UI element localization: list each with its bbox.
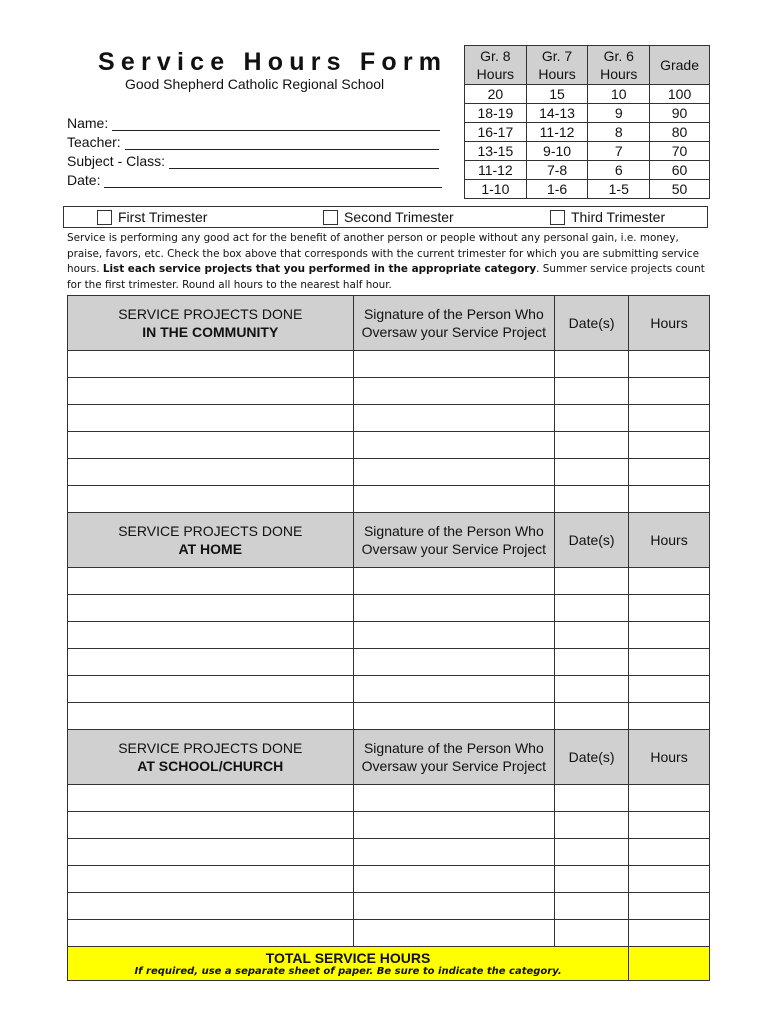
teacher-label: Teacher:: [67, 134, 121, 150]
signature-cell[interactable]: [353, 703, 555, 730]
project-cell[interactable]: [68, 703, 354, 730]
grade-cell: 1-5: [588, 180, 650, 199]
project-cell[interactable]: [68, 622, 354, 649]
grade-header-cell: Grade: [650, 46, 710, 85]
section-header-community: [68, 296, 710, 351]
signature-cell[interactable]: [353, 405, 555, 432]
total-row: [68, 947, 710, 981]
hours-cell[interactable]: [629, 785, 710, 812]
dates-cell[interactable]: [555, 893, 629, 920]
grade-table-row: [465, 123, 710, 142]
dates-cell[interactable]: [555, 351, 629, 378]
total-hours-cell[interactable]: [629, 947, 710, 981]
dates-cell[interactable]: [555, 703, 629, 730]
grade-cell: 8: [588, 123, 650, 142]
grade-cell: 18-19: [465, 104, 527, 123]
dates-header: Date(s): [555, 513, 629, 568]
grade-cell: 11-12: [465, 161, 527, 180]
signature-cell[interactable]: [353, 595, 555, 622]
signature-cell[interactable]: [353, 866, 555, 893]
grade-cell: 9: [588, 104, 650, 123]
project-cell[interactable]: [68, 459, 354, 486]
dates-cell[interactable]: [555, 459, 629, 486]
grade-cell: 70: [650, 142, 710, 161]
grade-cell: 14-13: [526, 104, 588, 123]
table-row: [68, 866, 710, 893]
dates-header: Date(s): [555, 730, 629, 785]
signature-header: Signature of the Person Who Oversaw your Service Project: [353, 513, 555, 568]
project-cell[interactable]: [68, 893, 354, 920]
hours-cell[interactable]: [629, 378, 710, 405]
signature-cell[interactable]: [353, 432, 555, 459]
hours-cell[interactable]: [629, 405, 710, 432]
table-row: [68, 432, 710, 459]
signature-cell[interactable]: [353, 812, 555, 839]
section-title-line1: SERVICE PROJECTS DONE: [118, 306, 303, 322]
table-row: [68, 785, 710, 812]
table-row: [68, 459, 710, 486]
date-field[interactable]: [67, 170, 442, 188]
hours-cell[interactable]: [629, 568, 710, 595]
hours-cell[interactable]: [629, 839, 710, 866]
section-title: [68, 296, 354, 351]
dates-cell[interactable]: [555, 785, 629, 812]
grade-cell: 7: [588, 142, 650, 161]
section-title: [68, 730, 354, 785]
signature-cell[interactable]: [353, 920, 555, 947]
table-row: [68, 676, 710, 703]
section-title-line2: AT HOME: [178, 541, 243, 557]
grade-header-cell: Gr. 8 Hours: [465, 46, 527, 85]
signature-cell[interactable]: [353, 649, 555, 676]
signature-cell[interactable]: [353, 893, 555, 920]
hours-cell[interactable]: [629, 351, 710, 378]
grade-table-row: [465, 142, 710, 161]
section-title-line2: AT SCHOOL/CHURCH: [137, 758, 284, 774]
signature-cell[interactable]: [353, 351, 555, 378]
section-title-line1: SERVICE PROJECTS DONE: [118, 740, 303, 756]
subject-class-label: Subject - Class:: [67, 153, 166, 169]
project-cell[interactable]: [68, 351, 354, 378]
name-label: Name:: [67, 115, 109, 131]
hours-cell[interactable]: [629, 649, 710, 676]
signature-cell[interactable]: [353, 676, 555, 703]
grade-table: [464, 45, 710, 199]
instructions: [67, 231, 717, 293]
hours-cell[interactable]: [629, 432, 710, 459]
second-trimester-option[interactable]: [323, 209, 454, 225]
grade-cell: 16-17: [465, 123, 527, 142]
project-cell[interactable]: [68, 486, 354, 513]
first-trimester-checkbox[interactable]: [97, 210, 112, 225]
dates-cell[interactable]: [555, 405, 629, 432]
grade-cell: 1-6: [526, 180, 588, 199]
project-cell[interactable]: [68, 432, 354, 459]
grade-cell: 100: [650, 85, 710, 104]
table-row: [68, 595, 710, 622]
table-row: [68, 568, 710, 595]
second-trimester-checkbox[interactable]: [323, 210, 338, 225]
subject-class-line[interactable]: [169, 154, 439, 169]
grade-header-cell: Gr. 7 Hours: [526, 46, 588, 85]
grade-cell: 11-12: [526, 123, 588, 142]
table-row: [68, 622, 710, 649]
table-row: [68, 812, 710, 839]
date-line[interactable]: [104, 173, 442, 188]
dates-cell[interactable]: [555, 920, 629, 947]
dates-cell[interactable]: [555, 812, 629, 839]
hours-header: Hours: [629, 296, 710, 351]
dates-cell[interactable]: [555, 486, 629, 513]
signature-header: Signature of the Person Who Oversaw your Service Project: [353, 730, 555, 785]
hours-cell[interactable]: [629, 595, 710, 622]
grade-cell: 6: [588, 161, 650, 180]
table-row: [68, 405, 710, 432]
grade-cell: 9-10: [526, 142, 588, 161]
dates-cell[interactable]: [555, 568, 629, 595]
dates-cell[interactable]: [555, 676, 629, 703]
hours-cell[interactable]: [629, 703, 710, 730]
teacher-field[interactable]: [67, 132, 439, 150]
table-row: [68, 486, 710, 513]
hours-header: Hours: [629, 513, 710, 568]
date-label: Date:: [67, 172, 101, 188]
table-row: [68, 839, 710, 866]
total-note: If required, use a separate sheet of paper. Be sure to indicate the category.: [134, 965, 562, 977]
grade-cell: 15: [526, 85, 588, 104]
signature-cell[interactable]: [353, 839, 555, 866]
signature-cell[interactable]: [353, 459, 555, 486]
table-row: [68, 703, 710, 730]
second-trimester-label: Second Trimester: [344, 209, 454, 225]
name-field[interactable]: [67, 113, 440, 131]
section-title-line1: SERVICE PROJECTS DONE: [118, 523, 303, 539]
signature-cell[interactable]: [353, 568, 555, 595]
project-cell[interactable]: [68, 649, 354, 676]
teacher-line[interactable]: [125, 135, 439, 150]
grade-table-header: [465, 46, 710, 85]
section-header-home: [68, 513, 710, 568]
dates-cell[interactable]: [555, 378, 629, 405]
trimester-selector: [63, 206, 708, 228]
signature-cell[interactable]: [353, 622, 555, 649]
grade-cell: 20: [465, 85, 527, 104]
hours-cell[interactable]: [629, 893, 710, 920]
hours-cell[interactable]: [629, 486, 710, 513]
hours-cell[interactable]: [629, 622, 710, 649]
signature-cell[interactable]: [353, 785, 555, 812]
table-row: [68, 920, 710, 947]
project-cell[interactable]: [68, 839, 354, 866]
third-trimester-option[interactable]: [550, 209, 665, 225]
dates-header: Date(s): [555, 296, 629, 351]
instructions-emphasis: List each service projects that you performed in the appropriate category: [102, 263, 537, 275]
grade-table-row: [465, 104, 710, 123]
grade-cell: 90: [650, 104, 710, 123]
third-trimester-label: Third Trimester: [571, 209, 666, 225]
third-trimester-checkbox[interactable]: [550, 210, 565, 225]
form-title: Service Hours Form: [98, 48, 448, 76]
hours-cell[interactable]: [629, 920, 710, 947]
section-header-school-church: [68, 730, 710, 785]
grade-cell: 60: [650, 161, 710, 180]
grade-table-row: [465, 85, 710, 104]
dates-cell[interactable]: [555, 649, 629, 676]
table-row: [68, 649, 710, 676]
hours-cell[interactable]: [629, 812, 710, 839]
section-title-line2: IN THE COMMUNITY: [142, 324, 279, 340]
dates-cell[interactable]: [555, 595, 629, 622]
total-label: TOTAL SERVICE HOURS: [265, 949, 431, 966]
hours-cell[interactable]: [629, 676, 710, 703]
project-cell[interactable]: [68, 595, 354, 622]
grade-cell: 10: [588, 85, 650, 104]
name-line[interactable]: [112, 116, 440, 131]
dates-cell[interactable]: [555, 432, 629, 459]
dates-cell[interactable]: [555, 866, 629, 893]
grade-table-row: [465, 180, 710, 199]
signature-header: Signature of the Person Who Oversaw your Service Project: [353, 296, 555, 351]
grade-header-cell: Gr. 6 Hours: [588, 46, 650, 85]
subject-class-field[interactable]: [67, 151, 439, 169]
table-row: [68, 378, 710, 405]
grade-cell: 7-8: [526, 161, 588, 180]
grade-cell: 1-10: [465, 180, 527, 199]
grade-cell: 80: [650, 123, 710, 142]
project-cell[interactable]: [68, 866, 354, 893]
project-cell[interactable]: [68, 378, 354, 405]
instructions-text: Service is performing any good act for the benefit of another person or people without any personal gain, i.e. money, praise, favors, etc. Check the box above that corresponds with the current trimester for which you are submitting service hours.: [67, 232, 699, 275]
hours-cell[interactable]: [629, 866, 710, 893]
hours-header: Hours: [629, 730, 710, 785]
first-trimester-label: First Trimester: [118, 209, 208, 225]
instructions-text-end: . Summer service projects count for the first trimester. Round all hours to the nearest half hour.: [67, 263, 705, 291]
dates-cell[interactable]: [555, 839, 629, 866]
school-name: Good Shepherd Catholic Regional School: [125, 76, 385, 92]
first-trimester-option[interactable]: [97, 209, 207, 225]
grade-cell: 13-15: [465, 142, 527, 161]
project-cell[interactable]: [68, 568, 354, 595]
table-row: [68, 893, 710, 920]
table-row: [68, 351, 710, 378]
project-cell[interactable]: [68, 405, 354, 432]
grade-cell: 50: [650, 180, 710, 199]
grade-table-row: [465, 161, 710, 180]
project-cell[interactable]: [68, 676, 354, 703]
section-title: [68, 513, 354, 568]
signature-cell[interactable]: [353, 378, 555, 405]
project-cell[interactable]: [68, 812, 354, 839]
hours-cell[interactable]: [629, 459, 710, 486]
project-cell[interactable]: [68, 920, 354, 947]
total-label-cell: [68, 947, 629, 981]
dates-cell[interactable]: [555, 622, 629, 649]
service-log-table: [67, 295, 710, 981]
project-cell[interactable]: [68, 785, 354, 812]
signature-cell[interactable]: [353, 486, 555, 513]
